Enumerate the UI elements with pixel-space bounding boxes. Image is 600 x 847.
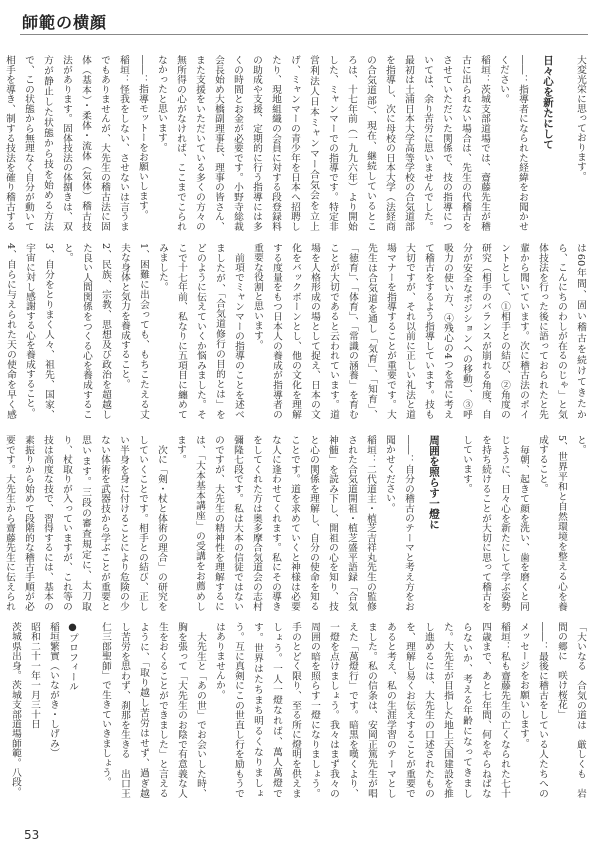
section-heading: 周囲を照らす一燈に bbox=[428, 435, 440, 530]
poem: 「大いなる 合気の道は 厳しくも 岩間の郷に 咲け桜花」 bbox=[556, 622, 586, 798]
body-paragraph: ――：指導者になられた経緯をお聞かせください。 bbox=[498, 55, 528, 231]
body-paragraph: 稲垣：茨城支部道場では、齋藤先生が稽古に出られない場合は、先生の代稽古をさせていただいた関係で、技の指導については、余り苦労に思いませんでした。最初は土浦日本大学高等学校の合気道部を指導し、次に母校の日本大学（法経商の合気道部）、現在、継続しているところは、十七年前（一九九六年）より開始した、ミャンマーでの指導です。特定非営利法人日本ミャンマー合気会を立上げ、ミャンマーの青少年を日本へ招聘したり、現地組織の会員に対する段登録料の助成や支援、定期的に行う指導には多くの時間とお金が必要です。小野寺総裁会長始め大橋副理事長、理事の皆さん、また支援をいただいている多くの方々の無所得の心がなければ、ここまでこられなかったと思います。 bbox=[156, 55, 490, 231]
body-paragraph: は60年間、固い稽古を続けてきたから、こんにちのわしが在るのじゃ」と気体技法を行った後に語っておられたと先輩から聞いています。次に稽古法のポイントとして、①相手との結び、②角度の研究（相手のバランスが崩れる角度、自分が安全なポジションへの移動）、③呼吸力の使い方、④残心の4つを常に考えて稽古をするよう指導しています。技も大切ですが、それ以前に正しい礼法と道場マナーを指導することが重要です。大先生は合気道を通し「気育」、「知育」、「徳育」、「体育」、「常識の涵養」を育むことが大切であると云われています。道場を人格形成の場として捉え、日本の文化をバックボーンとし、他の文化を理解する度量をもつ日本人の養成が指導者の重要な役割と思います。 bbox=[252, 243, 586, 419]
title-divider bbox=[20, 34, 588, 35]
text-band-1 bbox=[4, 55, 590, 231]
text-band-4 bbox=[10, 622, 590, 798]
body-paragraph: 毎朝、起きて顔を洗い、歯を磨くと同じように、日々心を新たにして学ぶ姿勢を持ち続けることが大切に思って稽古をしています。 bbox=[461, 435, 529, 611]
body-paragraph: 前項でミャンマーの指導のことを述べましたが、「合気道修行の目的とは」をどのように伝えていくか悩みました。そこで十七年前、私なりに五項目に纏めてみました。 bbox=[157, 243, 244, 419]
body-paragraph: 5、世界平和と自然環境を整える心を養成すること。 bbox=[537, 435, 567, 611]
body-paragraph: 大変光栄に思っております。 bbox=[575, 55, 586, 182]
body-paragraph: 2、民族、宗教、思想及び政治を超越した良い人間関係をつくる心を養成すること。 bbox=[62, 243, 111, 419]
body-paragraph: 稲垣：二代道主・植芝吉祥丸先生の監修された合気道開祖・植芝盛平語録「合気神髄」を読み下し、開祖の心を知り、技と心の関係を理解し、自分の使命を知ることです。道を求めていくと神様は必要な人に逢わせてくれます。私にその導きをしてくれた方は奥多摩合気道会の志村彌隆七段です。私は大本の信徒ではないのですが、大先生の精神性を理解するには、「大本基本講座」の受講をお薦めします。 bbox=[175, 435, 376, 611]
body-paragraph: ――：最後に稽古をしている人たちへのメッセージをお願いします。 bbox=[518, 622, 548, 798]
body-paragraph: 稲垣：私も齋藤先生の亡くなられた七十四歳まで、あと七年間、何をやらねばならないか、考える年齢になってきました。大先生が目指した地上天国建設を推し進めるには、大先生の口述されたものを、理解し易くお伝えすることが重要であると考え、私の生涯学習のテーマとしました。私の信条は、安岡正篤先生が唱えた「萬燈行」です。暗黒を嘆くより、一燈を点けましょう。我々はまず我々の周囲の暗を照らす一燈になりましょう。手のとどく限り、至る所に燈明を供えましょう。一人一燈なれば、萬人萬燈です。世界はたちまち明るくなりましょう。互に真剣にこの世直し行を励もうではありませんか。 bbox=[214, 622, 510, 798]
body-paragraph: 次に「剣・杖と体術の理合」の研究をしていくことです。相手との結び、正しい半身を身に付けることにより危険の少ない体術を武器技から学ぶことが重要と思います。三段の審査規定に、太刀取り、杖取りが入っていますが、これ等の技は高度な技で、習得するには、基本の素振りから始めて段階的な稽古手順が必要です。大先生から齋藤先生に伝えられ bbox=[4, 435, 167, 611]
profile-heading: ●プロフィール bbox=[67, 622, 78, 692]
profile-line: 昭和二十一年一月三十日 bbox=[29, 622, 40, 729]
body-paragraph: と。 bbox=[575, 435, 586, 455]
body-paragraph: 3、自分をとりまく人々、祖先、国家、宇宙に対し感謝する心を養成すること。 bbox=[24, 243, 54, 419]
body-paragraph: 1、困難に出会っても、もちこたえる丈夫な身体と気力を養成すること。 bbox=[119, 243, 149, 419]
body-paragraph: 4、自らに与えられた天の使命を早く感 bbox=[5, 243, 16, 419]
body-paragraph: 大先生と「あの世」でお会いした時、胸を張って「大先生のお陰で有意義な人生をおくることができました」と言えるように、「取り越し苦労はせず、過ぎ越し苦労を思わず、刹那を生きる 出口王仁三郎聖師」で生きていきましょう。 bbox=[100, 622, 206, 798]
body-paragraph: ――：自分の稽古のテーマと考え方をお聞かせください。 bbox=[384, 435, 414, 611]
section-heading: 日々心を新たにして bbox=[542, 55, 554, 150]
section-title: 師範の横顔 bbox=[22, 13, 108, 32]
text-band-2 bbox=[5, 243, 590, 419]
profile-line: 茨城県出身。茨城支部道場師範。八段。 bbox=[10, 622, 21, 797]
page-number: 53 bbox=[24, 828, 40, 842]
text-band-3 bbox=[4, 435, 590, 611]
body-paragraph: 稲垣：怪我をしない、させないは言うまでもありませんが、大先生の稽古法に固体（基本）・柔体・流体（気体）稽古技法があります。固体技法の体捌きは、双方が静止した状態から技を始める方法で、この状態から無理なく自分が動いて相手を導き、制する技法を確り稽古する bbox=[4, 55, 129, 231]
profile-line: 稲垣繁實（いながき・しげみ） bbox=[48, 622, 59, 758]
body-paragraph: ――：指導モットーをお願いします。 bbox=[137, 55, 148, 220]
